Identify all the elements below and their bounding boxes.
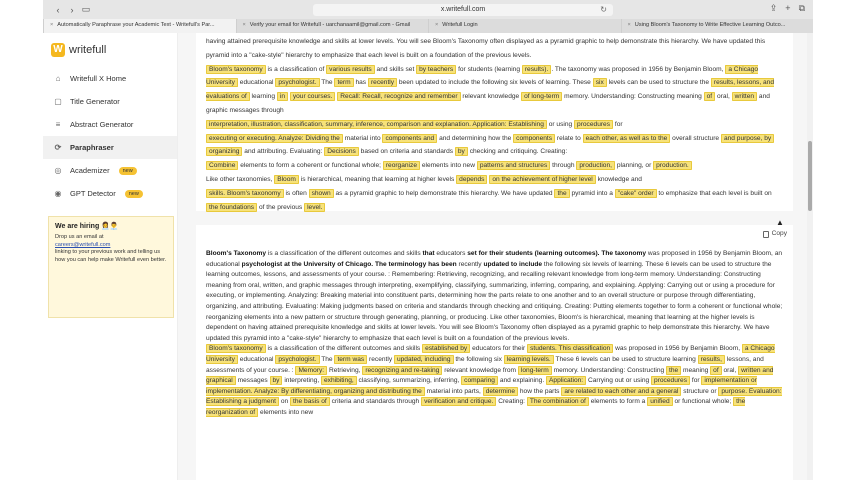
text: for [691,377,700,385]
address-bar[interactable] [313,4,613,16]
close-icon[interactable]: × [627,22,631,28]
sidebar-item-label: Writefull X Home [70,74,127,83]
logo[interactable] [43,33,177,67]
text: elements into new [421,162,475,170]
text: elements to form a coherent or functional whole; [240,162,381,170]
text: oral, [723,366,737,374]
suggestion[interactable]: the reorganization of [206,398,746,416]
suggestion[interactable]: are related to each other and a general [561,387,681,396]
suggestion[interactable]: The combination of [527,397,589,406]
text: planning, or [616,162,652,170]
text: Bloom's Taxonomy [206,250,267,257]
text: relevant knowledge from [444,366,517,374]
paraphrase-icon: ⟳ [54,143,62,152]
suggestion[interactable]: components [513,134,555,143]
suggestion[interactable]: production, [576,161,615,170]
text: on [280,398,289,406]
suggestion[interactable]: six [593,78,607,87]
suggestion[interactable]: of long-term [521,92,562,101]
text: or using [548,120,573,128]
toolbar-right [770,3,805,14]
paraphrased-text [206,344,783,418]
text: criteria and standards through [331,398,420,406]
suggestion[interactable]: and purpose, by [721,134,774,143]
app-window [43,33,813,480]
suggestion[interactable]: interpretation, illustration, classification, summary, inference, comparison and explanation. Application: Establishing [206,120,547,129]
suggestion[interactable]: components and [382,134,437,143]
scrollbar[interactable] [807,33,813,480]
suggestion[interactable]: reorganize [383,161,420,170]
output-text [206,35,783,214]
suggestion[interactable]: results, [698,355,725,364]
suggestion[interactable]: Memory: [295,366,327,375]
text: was proposed in 1956 by Benjamin Bloom, an educational [206,250,783,268]
text: classifying, summarizing, inferring, [358,377,460,385]
suggestion[interactable]: of [704,92,716,101]
text: educators [436,250,466,257]
text: through [552,162,575,170]
text: material into [344,134,381,142]
suggestion[interactable]: purpose. Evaluation: Establishing a judgment [206,387,782,406]
sidebar [43,33,178,480]
new-badge: new [119,167,137,175]
reload-icon[interactable]: ↻ [600,5,607,14]
main-content [178,33,813,480]
text: the following six [455,355,502,363]
text: for [614,120,623,128]
sidebar-item-title-generator[interactable] [43,90,177,113]
suggestion[interactable]: established by [422,344,470,353]
text: Retrieving, [328,366,361,374]
hiring-line1: Drop us an email at [55,234,104,240]
suggestion[interactable]: by teachers [416,65,456,74]
suggestion[interactable]: students. This classification [527,344,613,353]
suggestion[interactable]: psychologist. [275,78,319,87]
text: of the previous [258,203,303,211]
text: knowledge and [597,175,642,183]
text: as a pyramid graphic to help demonstrate this hierarchy. We have updated [335,189,553,197]
text: oral, [716,93,730,101]
text: based on criteria and standards [360,148,454,156]
hiring-card [48,216,174,318]
suggestion[interactable]: exhibiting, [321,376,357,385]
sidebar-item-label: GPT Detector [70,189,116,198]
text: is a classification of the different outcomes and skills [267,345,421,353]
text: recently [369,355,393,363]
copy-icon [763,231,769,238]
sidebar-item-paraphraser[interactable] [43,136,177,159]
sidebar-item-academizer[interactable] [43,159,177,182]
writefull-logo-icon: W [51,43,65,57]
suggestion[interactable]: shown [309,189,334,198]
text: is [285,189,291,197]
forward-icon[interactable]: › [70,4,74,15]
suggestion[interactable]: a Chicago University [206,65,759,87]
text: material into parts, [426,387,481,395]
sidebar-item-abstract-generator[interactable] [43,113,177,136]
suggestion[interactable]: of [710,366,722,375]
suggestion[interactable]: psychologist. [275,355,319,364]
original-text [206,249,783,344]
text: structure or [683,387,717,395]
logo-text: writefull [69,44,107,56]
text: educators for their [472,345,526,353]
suggestion[interactable]: on the achievement of higher level [489,175,595,184]
text: These 6 levels can be used to structure learning [555,355,696,363]
text: pyramid into a [571,189,613,197]
tab-blooms[interactable] [621,19,814,33]
text: The terminology has been [374,260,457,268]
detector-icon: ◉ [54,189,62,198]
browser-chrome [43,0,813,33]
suggestion[interactable]: written [732,92,757,101]
sidebar-item-home[interactable] [43,67,177,90]
text: memory. Understanding: Constructing meaning [564,93,702,101]
suggestion[interactable]: skills. Bloom's taxonomy [206,189,284,198]
suggestion[interactable]: results, lessons, and evaluations of [206,79,774,101]
suggestion[interactable]: unified [647,397,672,406]
sidebar-toggle-icon[interactable]: ▭ [81,4,91,14]
home-icon: ⌂ [55,74,61,83]
text: recently [458,260,482,268]
text: set for [467,250,488,257]
text: and explaining. [499,377,545,385]
text: The [321,355,333,363]
sidebar-item-gpt-detector[interactable] [43,182,177,205]
text: that [422,250,435,257]
tab-title: Automatically Paraphrase your Academic Text - Writefull's Par... [57,22,215,28]
suggestion[interactable]: each other, as well as to the [583,134,671,143]
text: relevant knowledge [462,93,520,101]
intro-text: having attained prerequisite knowledge and skills at lower levels. You will see Bloom's Taxonomy often displayed as a pyramid graphic to help demonstrate this hierarchy. We have updated this pyramid into a "cake-style" hierarchy to emphasize that each level is built on a foundation of the previous levels. [206,38,766,59]
text: messages [237,377,268,385]
suggestion[interactable]: results). [522,65,551,74]
text: educational [239,79,274,87]
text: . The taxonomy was proposed in 1956 by Benjamin Bloom, [551,65,724,73]
suggestion[interactable]: organizing [206,147,242,156]
copy-button[interactable] [763,229,787,240]
text: psychologist at the University of Chicago. [241,260,374,268]
suggestion[interactable]: procedures [651,376,690,385]
text: their students (learning outcomes). The taxonomy [489,250,647,257]
title-icon: ▢ [54,97,62,106]
text: elements into new [259,408,314,416]
text: is hierarchical, meaning that learning at higher levels [300,175,455,183]
tab-login[interactable] [428,19,621,33]
copy-label: Copy [771,230,787,237]
text: relate to [556,134,581,142]
text: educational [239,355,274,363]
suggestion[interactable]: implementation or implementation. Analyze: By differentiating, organizing and distributing the [206,377,757,395]
text: lessons, and assessments of your course. : [206,355,764,374]
text: Like other taxonomies, [206,175,273,183]
url-text: x.writefull.com [440,6,486,13]
text: meaning [683,366,709,374]
close-icon[interactable]: × [242,22,246,28]
text: the following six levels of learning. These 6 levels can be used to structure the learning outcomes, lessons, and assessments of your course. : Remembering: Retrieving, recognizing, and recalling relevant knowledge from long-term memory. Understanding: Constructing meaning [206,260,772,289]
suggestion[interactable]: long-term [518,366,552,375]
suggestion[interactable]: depends [456,175,487,184]
suggestion[interactable]: Bloom's taxonomy [206,344,266,353]
new-badge: new [125,190,143,198]
text: often [292,189,307,197]
text: from oral, written, and graphic messages through interpreting, exemplifying, classifying, summarizing, inferring, comparing, and explaining. Applying: Carrying out or using a procedure for executing, or implementing. Analyzing: Breaking material into constituent parts, determining how the parts relate to one another and to an overall structure or purpose through differentiating, organizing, and attributing. Evaluating: Making judgments based on criteria and standards through checking and critiquing. Creating: Putting elements together to form a coherent or functional whole; reorganizing elements into a new pattern or structure through generating, planning, or producing. Like other taxonomies, Bloom's is hierarchical, meaning that learning at the higher levels is dependent on having attained prerequisite knowledge and skills at lower levels. You will see Bloom's Taxonomy often displayed as a pyramid graphic to help demonstrate this hierarchy. We have updated this pyramid into a "cake-style" hierarchy to emphasize that each level is built on a foundation of the previous levels. [206,281,783,342]
suggestion[interactable]: learning levels. [504,355,554,364]
paraphrased-output-panel [196,33,793,211]
suggestion[interactable]: term was [334,355,367,364]
text: has [355,79,367,87]
suggestion[interactable]: patterns and structures [477,161,550,170]
text: learning [251,93,276,101]
suggestion[interactable]: level. [304,203,325,212]
text: is a classification of [267,65,325,73]
text: levels can be used to structure the [608,79,710,87]
suggestion[interactable]: Decisions [324,147,359,156]
text: elements to form a [590,398,646,406]
text: The [321,79,333,87]
suggestion[interactable]: Bloom [274,175,299,184]
suggestion[interactable]: Application: [546,376,586,385]
back-icon[interactable]: ‹ [56,4,60,15]
suggestion[interactable]: the basis of [290,397,330,406]
suggestion[interactable]: determine [483,387,518,396]
tab-title: Using Bloom's Taxonomy to Write Effective Learning Outco... [634,22,786,28]
suggestion[interactable]: various results [326,65,375,74]
suggestion[interactable]: comparing [461,376,498,385]
people-icon: 👩‍💼👨‍💼 [101,223,119,230]
sidebar-item-label: Title Generator [70,97,120,106]
text: and attributing. Evaluating: [244,148,323,156]
text: Carrying out or using [587,377,650,385]
tab-title: Verify your email for Writefull - uarchanaamil@gmail.com - Gmail [249,22,411,28]
suggestion[interactable]: written and graphical [206,366,774,385]
careers-email-link[interactable]: careers@writefull.com [55,241,111,248]
tab-title: Writefull Login [442,22,478,28]
text: been updated to include the following six levels of learning. These [398,79,591,87]
text: memory. Understanding: Constructing [553,366,665,374]
suggestion[interactable]: by [455,147,468,156]
text: and graphic messages through [206,93,770,114]
abstract-icon: ≡ [55,120,61,129]
suggestion[interactable]: procedures [574,120,613,129]
share-icon[interactable]: ⇪ [769,3,778,13]
text: updated to include [483,260,543,268]
suggestion[interactable]: the [666,366,681,375]
text: is a classification of the different outcomes and skills [267,250,421,257]
suggestion[interactable]: the foundations [206,203,257,212]
mouse-cursor-icon: ▲ [776,218,784,227]
text: interpreting, [284,377,320,385]
browser-toolbar [43,0,813,19]
text: to emphasize that each level is built on [658,189,772,197]
sidebar-item-label: Academizer [70,166,110,175]
new-tab-icon[interactable]: + [785,3,791,13]
paraphrase-result-panel [196,225,793,480]
close-icon[interactable]: × [50,22,54,28]
scrollbar-thumb[interactable] [808,141,812,211]
text: overall structure [672,134,720,142]
text: checking and critiquing. Creating: [469,148,568,156]
academizer-icon: ◎ [54,166,62,175]
text: for students (learning [458,65,521,73]
text: and determining how the [439,134,512,142]
sidebar-item-label: Paraphraser [70,143,114,152]
suggestion[interactable]: a Chicago University [206,345,775,363]
text: how the parts [519,387,560,395]
suggestion[interactable]: verification and critique. [421,397,496,406]
suggestion[interactable]: recently [368,78,397,87]
suggestion[interactable]: your courses. [290,92,336,101]
text: or functional whole; [674,398,732,406]
hiring-text [55,234,167,264]
text: Creating: [498,398,525,406]
suggestion[interactable]: updated, including [394,355,454,364]
hiring-title-text: We are hiring [55,223,100,230]
suggestion[interactable]: Bloom's taxonomy [206,65,266,74]
sidebar-item-label: Abstract Generator [70,120,134,129]
close-icon[interactable]: × [435,22,439,28]
suggestion[interactable]: Recall: Recall, recognize and remember [337,92,460,101]
tab-overview-icon[interactable]: ⧉ [798,3,805,13]
suggestion[interactable]: executing or executing. Analyze: Dividing the [206,134,343,143]
suggestion[interactable]: Combine [206,161,238,170]
suggestion[interactable]: "cake" order [615,189,657,198]
text: and skills set [376,65,415,73]
suggestion[interactable]: production. [653,161,692,170]
suggestion[interactable]: in [277,92,288,101]
text: was proposed in 1956 by Benjamin Bloom, [615,345,741,353]
suggestion[interactable]: recognizing and re-taking [362,366,442,375]
suggestion[interactable]: by [270,376,283,385]
hiring-line2: linking to your previous work and telling us how you can help make Writefull even better. [55,249,167,263]
tab-gmail[interactable] [236,19,429,33]
hiring-title [55,222,167,230]
suggestion[interactable]: term [334,78,353,87]
suggestion[interactable]: the [554,189,569,198]
tab-paraphrase[interactable] [43,19,236,33]
tab-strip [43,19,813,33]
